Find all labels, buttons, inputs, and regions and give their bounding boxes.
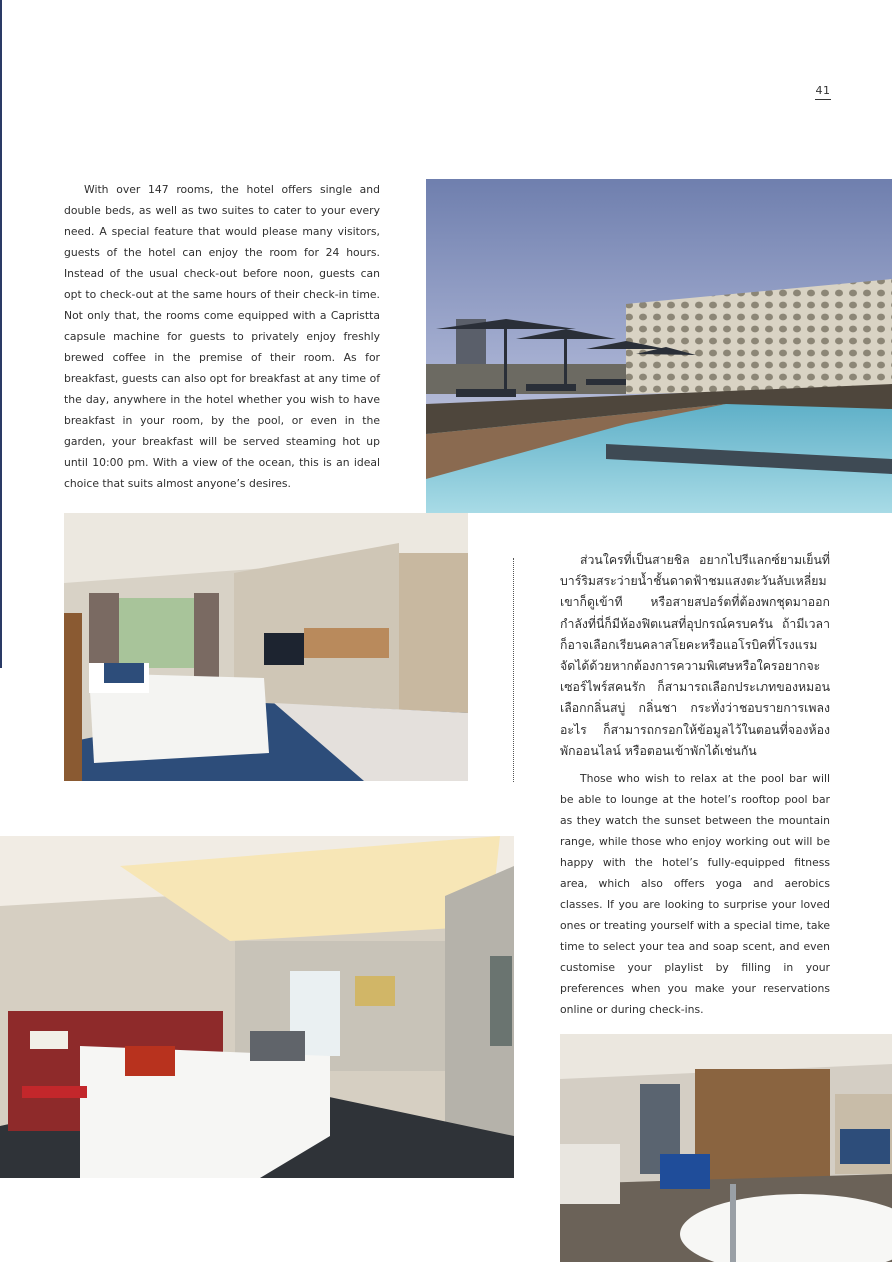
article-paragraph-english-1 xyxy=(64,179,380,494)
left-edge-rule xyxy=(0,0,2,668)
article-paragraph-english-2 xyxy=(560,768,830,1020)
paragraph-text: ส่วนใครที่เป็นสายชิล อยากไปรีแลกซ์ยามเย็นที่บาร์ริมสระว่ายน้ำชั้นดาดฟ้าชมแสงตะวันลับเหลี่ยมเขาก็ดูเข้าที หรือสายสปอร์ตที่ต้องพกชุดมาออกกำลังที่นี่ก็มีห้องฟิตเนสที่อุปกรณ์ครบครัน ถ้ามีเวลาก็อาจเลือกเรียนคลาสโยคะหรือแอโรบิคที่โรงแรมจัดได้ด้วยหากต้องการความพิเศษหรือใครอยากจะเซอร์ไพร์สคนรัก ก็สามารถเลือกประเภทของหมอน เลือกกลิ่นสบู่ กลิ่นชา กระทั่งว่าชอบรายการเพลงอะไร ก็สามารถกรอกให้ข้อมูลไว้ในตอนที่จองห้องพักออนไลน์ หรือตอนเข้าพักได้เช่นกัน xyxy=(560,553,830,758)
rooftop-pool-photo xyxy=(426,179,892,513)
article-paragraph-thai xyxy=(560,550,830,762)
deluxe-room-photo xyxy=(0,836,514,1178)
guest-room-photo xyxy=(64,513,468,781)
paragraph-text: With over 147 rooms, the hotel offers single and double beds, as well as two suites to cater to your every need. A special feature that would please many visitors, guests of the hotel can enjoy the room for 24 hours. Instead of the usual check-out before noon, guests can opt to check-out at the same hours of their check-in time. Not only that, the rooms come equipped with a Capristta capsule machine for guests to privately enjoy freshly brewed coffee in the premise of their room. As for breakfast, guests can also opt for breakfast at any time of the day, anywhere in the hotel whether you wish to have breakfast in your room, by the pool, or even in the garden, your breakfast will be served steaming hot up until 10:00 pm. With a view of the ocean, this is an ideal choice that suits almost anyone’s desires. xyxy=(64,183,380,490)
page-number: 41 xyxy=(815,84,831,100)
column-divider xyxy=(513,558,514,782)
suite-bathroom-photo xyxy=(560,1034,892,1262)
paragraph-text: Those who wish to relax at the pool bar will be able to lounge at the hotel’s rooftop pool bar as they watch the sunset between the mountain range, while those who enjoy working out will be happy with the hotel’s fully-equipped fitness area, which also offers yoga and aerobics classes. If you are looking to surprise your loved ones or treating yourself with a special time, take time to select your tea and soap scent, and even customise your playlist by filling in your preferences when you make your reservations online or during check-ins. xyxy=(560,772,830,1016)
